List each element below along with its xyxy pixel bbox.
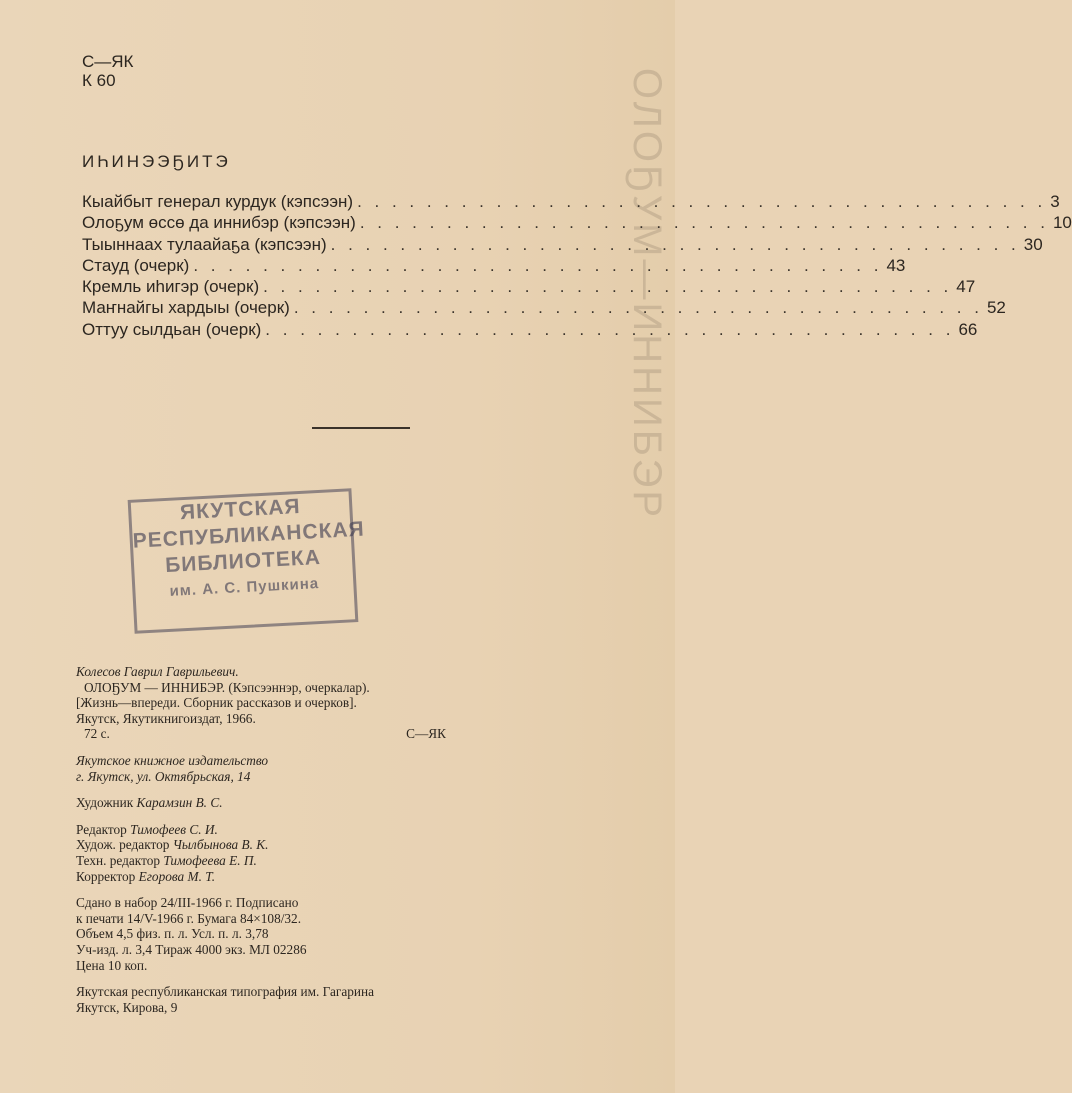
publisher-address: г. Якутск, ул. Октябрьская, 14: [76, 768, 251, 784]
editor-credit: Редактор Тимофеев С. И.: [76, 821, 218, 837]
book-title-line: ОЛОҔУМ — ИННИБЭР. (Кэпсээннэр, очеркалар).: [84, 679, 370, 695]
toc-entry: [82, 255, 906, 277]
print-detail-line: к печати 14/V-1966 г. Бумага 84×108/32.: [76, 910, 302, 926]
stamp-line: БИБЛИОТЕКА: [164, 545, 322, 578]
catalog-code: [82, 52, 133, 90]
toc-entry: [82, 277, 976, 298]
toc-entry-title: Оттуу сылдьан (очерк): [82, 319, 262, 339]
toc-entry-page: 30: [1023, 234, 1043, 254]
table-of-contents: [82, 192, 1072, 341]
toc-entry: [82, 319, 978, 341]
imprint-block: [76, 664, 446, 1015]
artist-credit: Художник Карамзин В. С.: [76, 795, 223, 811]
tech-editor-credit: Техн. редактор Тимофеева Е. П.: [76, 852, 257, 868]
printer-address: Якутск, Кирова, 9: [76, 999, 178, 1015]
toc-entry: [82, 298, 1006, 319]
toc-entry-title: Олоҕум өссө да иннибэр (кэпсээн): [82, 213, 356, 233]
toc-entry-page: 10: [1052, 213, 1072, 233]
toc-entry-title: Тыыннаах тулаайаҕа (кэпсээн): [82, 234, 327, 254]
catalog-code-line: С—ЯК: [82, 52, 134, 71]
corrector-credit: Корректор Егорова М. Т.: [76, 868, 216, 884]
toc-entry: [82, 234, 1043, 256]
toc-leader-dots: . . . . . . . . . . . . . . . . . . . . . . . . . . . . . . . . . . . . . . . .: [193, 255, 883, 275]
toc-leader-dots: . . . . . . . . . . . . . . . . . . . . . . . . . . . . . . . . . . . . . . . .: [359, 213, 1049, 233]
stamp-line: ЯКУТСКАЯ: [179, 494, 302, 525]
printer-name: Якутская республиканская типография им. Гагарина: [76, 984, 375, 1000]
author-name: Колесов Гаврил Гаврильевич.: [76, 664, 239, 679]
stamp-line: РЕСПУБЛИКАНСКАЯ: [132, 517, 366, 553]
publisher-name: Якутское книжное издательство: [76, 752, 269, 768]
page-count: 72 с.: [84, 726, 110, 742]
toc-entry: [82, 213, 1072, 234]
toc-leader-dots: . . . . . . . . . . . . . . . . . . . . . . . . . . . . . . . . . . . . . . . .: [293, 298, 983, 318]
toc-entry-title: Маҥнайгы хардыы (очерк): [82, 298, 290, 318]
art-editor-credit: Худож. редактор Чылбынова В. К.: [76, 837, 269, 853]
place-publisher: Якутск, Якутикнигоиздат, 1966.: [76, 710, 256, 726]
print-detail-line: Сдано в набор 24/III-1966 г. Подписано: [76, 895, 299, 911]
toc-entry: [82, 192, 1060, 213]
divider: [312, 427, 410, 429]
toc-entry-title: Кремль иһигэр (очерк): [82, 277, 260, 297]
toc-entry-page: 43: [886, 255, 906, 275]
print-detail-line: Уч-изд. л. 3,4 Тираж 4000 экз. МЛ 02286: [76, 941, 307, 957]
catalog-code-small: С—ЯК: [406, 726, 446, 742]
toc-entry-title: Кыайбыт генерал курдук (кэпсээн): [82, 192, 354, 211]
bleed-through-text: ОЛОҔУМ—ИННИБЭР: [625, 67, 669, 520]
pages-catalog-line: [76, 726, 446, 742]
library-stamp: [128, 488, 366, 634]
toc-entry-page: 52: [986, 298, 1006, 318]
price: Цена 10 коп.: [76, 957, 148, 973]
contents-heading: ИҺИНЭЭҔИТЭ: [82, 152, 231, 171]
catalog-code-line: К 60: [82, 71, 116, 90]
toc-leader-dots: . . . . . . . . . . . . . . . . . . . . . . . . . . . . . . . . . . . . . . . .: [357, 192, 1047, 211]
toc-entry-page: 66: [958, 319, 978, 339]
toc-leader-dots: . . . . . . . . . . . . . . . . . . . . . . . . . . . . . . . . . . . . . . . .: [263, 277, 953, 297]
russian-title: [Жизнь—впереди. Сборник рассказов и очерков].: [76, 695, 357, 711]
toc-entry-page: 47: [956, 277, 976, 297]
toc-leader-dots: . . . . . . . . . . . . . . . . . . . . . . . . . . . . . . . . . . . . . . . .: [265, 319, 955, 339]
toc-leader-dots: . . . . . . . . . . . . . . . . . . . . . . . . . . . . . . . . . . . . . . . .: [330, 234, 1020, 254]
toc-entry-page: 3: [1050, 192, 1060, 211]
toc-entry-title: Стауд (очерк): [82, 255, 190, 275]
print-detail-line: Объем 4,5 физ. п. л. Усл. п. л. 3,78: [76, 926, 269, 942]
stamp-line: им. А. С. Пушкина: [169, 575, 320, 600]
